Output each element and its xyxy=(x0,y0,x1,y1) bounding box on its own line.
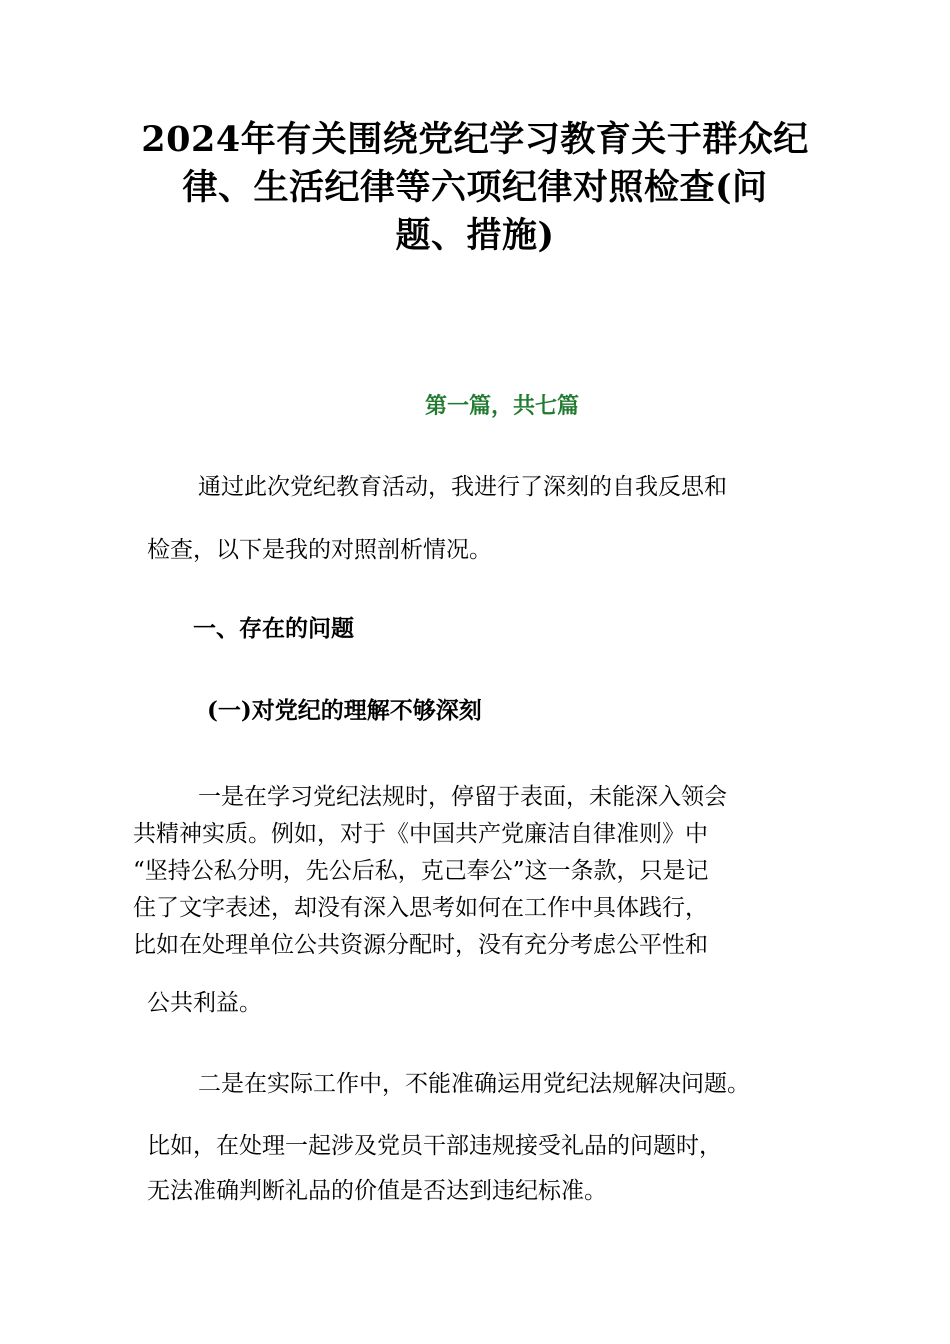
part-label: 第一篇，共七篇 xyxy=(424,394,579,419)
paragraph1-line-4: 住了文字表述，却没有深入思考如何在工作中具体践行， xyxy=(133,895,708,921)
paragraph1-line-2: 共精神实质。例如，对于《中国共产党廉洁自律准则》中 xyxy=(133,821,708,847)
subsection-heading-understanding: (一)对党纪的理解不够深刻 xyxy=(207,697,482,724)
paragraph2-line-1: 二是在实际工作中，不能准确运用党纪法规解决问题。 xyxy=(198,1071,750,1097)
intro-line-1: 通过此次党纪教育活动，我进行了深刻的自我反思和 xyxy=(198,474,727,500)
intro-line-2: 检查，以下是我的对照剖析情况。 xyxy=(147,537,492,563)
title-line-1: 2024年有关围绕党纪学习教育关于群众纪 xyxy=(141,119,809,160)
title-line-3: 题、措施) xyxy=(395,215,555,256)
paragraph1-line-6: 公共利益。 xyxy=(147,990,262,1016)
document-title xyxy=(140,116,810,260)
section-heading-problems: 一、存在的问题 xyxy=(193,616,354,642)
paragraph1-line-3: “坚持公私分明，先公后私，克己奉公”这一条款，只是记 xyxy=(133,858,709,884)
paragraph1-line-1: 一是在学习党纪法规时，停留于表面，未能深入领会 xyxy=(198,784,727,810)
paragraph1-line-5: 比如在处理单位公共资源分配时，没有充分考虑公平性和 xyxy=(133,932,708,958)
paragraph2-line-3: 无法准确判断礼品的价值是否达到违纪标准。 xyxy=(147,1178,607,1204)
paragraph2-line-2: 比如，在处理一起涉及党员干部违规接受礼品的问题时， xyxy=(147,1133,722,1159)
title-line-2: 律、生活纪律等六项纪律对照检查(问 xyxy=(182,167,768,208)
